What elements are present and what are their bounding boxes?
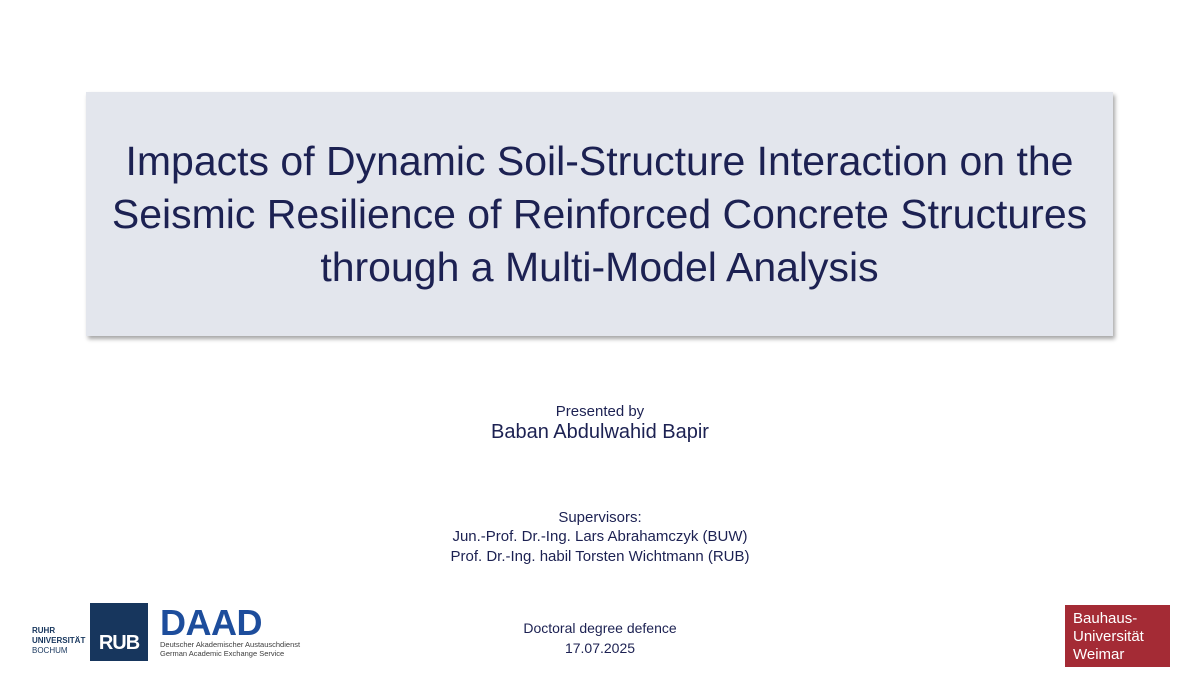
daad-word: DAAD — [160, 602, 262, 643]
rub-line-2: UNIVERSITÄT — [32, 636, 86, 645]
bauhaus-line-3: Weimar — [1073, 646, 1125, 663]
slide-title — [112, 135, 1087, 294]
supervisors-list — [0, 527, 1200, 567]
supervisor-2: Prof. Dr.-Ing. habil Torsten Wichtmann (RUB) — [450, 548, 750, 565]
rub-mark-text: RUB — [98, 632, 140, 654]
bauhaus-line-2: Universität — [1073, 628, 1144, 645]
supervisors-label: Supervisors: — [558, 509, 642, 526]
title-line-1: Impacts of Dynamic Soil-Structure Interaction on the — [125, 137, 1074, 184]
event-date: 17.07.2025 — [564, 640, 636, 656]
presenter-name: Baban Abdulwahid Bapir — [491, 421, 709, 443]
title-line-3: through a Multi-Model Analysis — [320, 243, 879, 290]
daad-line-2: German Academic Exchange Service — [160, 649, 285, 658]
rub-line-3: BOCHUM — [32, 646, 68, 655]
rub-line-1: RUHR — [32, 626, 56, 635]
daad-line-1: Deutscher Akademischer Austauschdienst — [160, 640, 301, 649]
title-line-2: Seismic Resilience of Reinforced Concrete Structures — [111, 190, 1088, 237]
title-box — [86, 92, 1113, 336]
event-name: Doctoral degree defence — [523, 620, 677, 636]
supervisor-1: Jun.-Prof. Dr.-Ing. Lars Abrahamczyk (BUW) — [452, 528, 748, 545]
bauhaus-logo — [1065, 605, 1170, 667]
rub-logo-mark — [90, 603, 148, 661]
presented-by-label: Presented by — [555, 403, 645, 420]
daad-logo — [160, 602, 301, 658]
rub-logo-text — [32, 626, 85, 656]
bauhaus-line-1: Bauhaus- — [1073, 610, 1138, 627]
